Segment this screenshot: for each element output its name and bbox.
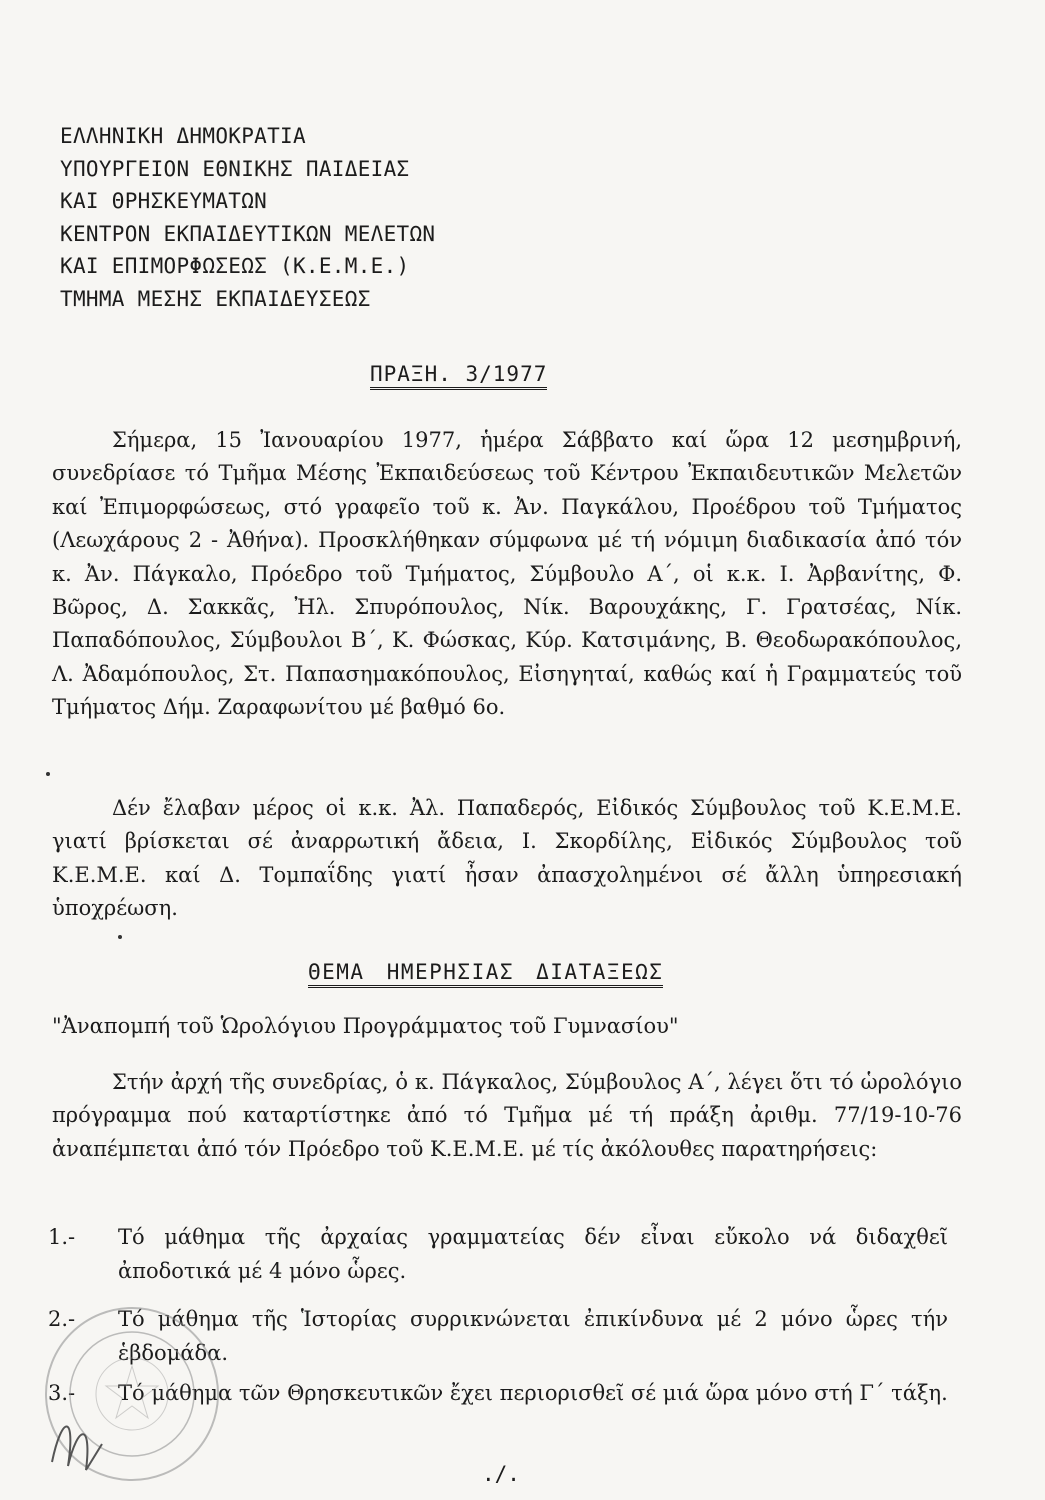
- letterhead: [60, 120, 620, 315]
- ink-dot: [46, 772, 50, 776]
- absent-paragraph: Δέν ἔλαβαν μέρος οἱ κ.κ. Ἀλ. Παπαδερός, Εἰδικός Σύμβουλος τοῦ Κ.Ε.Μ.Ε. γιατί βρίσκεται σέ ἀναρρωτική ἄδεια, Ι. Σκορδίλης, Εἰδικός Σύμβουλος τοῦ Κ.Ε.Μ.Ε. καί Δ. Τομπαΐδης γιατί ἦσαν ἀπασχολημένοι σέ ἄλλη ὑπηρεσιακή ὑποχρέωση.: [52, 796, 962, 921]
- official-seal-stamp: [32, 1294, 232, 1494]
- item-text: Τό μάθημα τῶν Θρησκευτικῶν ἔχει περιορισθεῖ σέ μιά ὥρα μόνο στή Γ΄ τάξη.: [118, 1381, 948, 1405]
- agenda-subject: "Ἀναπομπή τοῦ Ὡρολόγιου Προγράμματος τοῦ Γυμνασίου": [52, 1014, 679, 1038]
- letterhead-line: ΥΠΟΥΡΓΕΙΟΝ ΕΘΝΙΚΗΣ ΠΑΙΔΕΙΑΣ: [60, 156, 410, 181]
- signature-mark: [52, 1426, 102, 1470]
- letterhead-line: ΚΑΙ ΘΡΗΣΚΕΥΜΑΤΩΝ: [60, 189, 268, 213]
- item-text: Τό μάθημα τῆς Ἱστορίας συρρικνώνεται ἐπικίνδυνα μέ 2 μόνο ὧρες τήν ἑβδομάδα.: [118, 1307, 948, 1365]
- letterhead-line: ΤΜΗΜΑ ΜΕΣΗΣ ΕΚΠΑΙΔΕΥΣΕΩΣ: [60, 286, 371, 311]
- letterhead-line: ΕΛΛΗΝΙΚΗ ΔΗΜΟΚΡΑΤΙΑ: [60, 124, 306, 148]
- item-number: 1.-: [48, 1225, 76, 1249]
- start-paragraph: Στήν ἀρχή τῆς συνεδρίας, ὁ κ. Πάγκαλος, Σύμβουλος Α΄, λέγει ὅτι τό ὡρολόγιο πρόγραμμα πού καταρτίστηκε ἀπό τό Τμῆμα μέ τή πράξη ἀριθμ. 77/19-10-76 ἀναπέμπεται ἀπό τόν Πρόεδρο τοῦ Κ.Ε.Μ.Ε. μέ τίς ἀκόλουθες παρατηρήσεις:: [52, 1070, 962, 1161]
- list-item: [48, 1220, 948, 1288]
- letterhead-line: ΚΑΙ ΕΠΙΜΟΡΦΩΣΕΩΣ (Κ.Ε.Μ.Ε.): [60, 254, 410, 278]
- item-text: Τό μάθημα τῆς ἀρχαίας γραμματείας δέν εἶναι εὔκολο νά διδαχθεῖ ἀποδοτικά μέ 4 μόνο ὧρες.: [118, 1225, 948, 1283]
- agenda-heading: ΘΕΜΑ ΗΜΕΡΗΣΙΑΣ ΔΙΑΤΑΞΕΩΣ: [308, 960, 663, 988]
- item-number: 2.-: [48, 1307, 76, 1331]
- letterhead-line: ΚΕΝΤΡΟΝ ΕΚΠΑΙΔΕΥΤΙΚΩΝ ΜΕΛΕΤΩΝ: [60, 221, 436, 246]
- page-continuation-mark: ./.: [482, 1462, 520, 1486]
- ink-dot: [118, 935, 122, 939]
- opening-paragraph: Σήμερα, 15 Ἰανουαρίου 1977, ἡμέρα Σάββατο καί ὥρα 12 μεσημβρινή, συνεδρίασε τό Τμῆμα Μέσης Ἐκπαιδεύσεως τοῦ Κέντρου Ἐκπαιδευτικῶν Μελετῶν καί Ἐπιμορφώσεως, στό γραφεῖο τοῦ κ. Ἀν. Παγκάλου, Προέδρου τοῦ Τμήματος (Λεωχάρους 2 - Ἀθήνα). Προσκλήθηκαν σύμφωνα μέ τή νόμιμη διαδικασία ἀπό τόν κ. Ἀν. Πάγκαλο, Πρόεδρο τοῦ Τμήματος, Σύμβουλο Α΄, οἱ κ.κ. Ι. Ἀρβανίτης, Φ. Βῶρος, Δ. Σακκᾶς, Ἠλ. Σπυρόπουλος, Νίκ. Βαρουχάκης, Γ. Γρατσέας, Νίκ. Παπαδόπουλος, Σύμβουλοι Β΄, Κ. Φώσκας, Κύρ. Κατσιμάνης, Β. Θεοδωρακόπουλος, Λ. Ἀδαμόπουλος, Στ. Παπασημακόπουλος, Εἰσηγηταί, καθώς καί ἡ Γραμματεύς τοῦ Τμήματος Δήμ. Ζαραφωνίτου μέ βαθμό 6ο.: [52, 428, 962, 720]
- item-number: 3.-: [48, 1381, 76, 1405]
- document-title: ΠΡΑΞΗ. 3/1977: [370, 362, 547, 390]
